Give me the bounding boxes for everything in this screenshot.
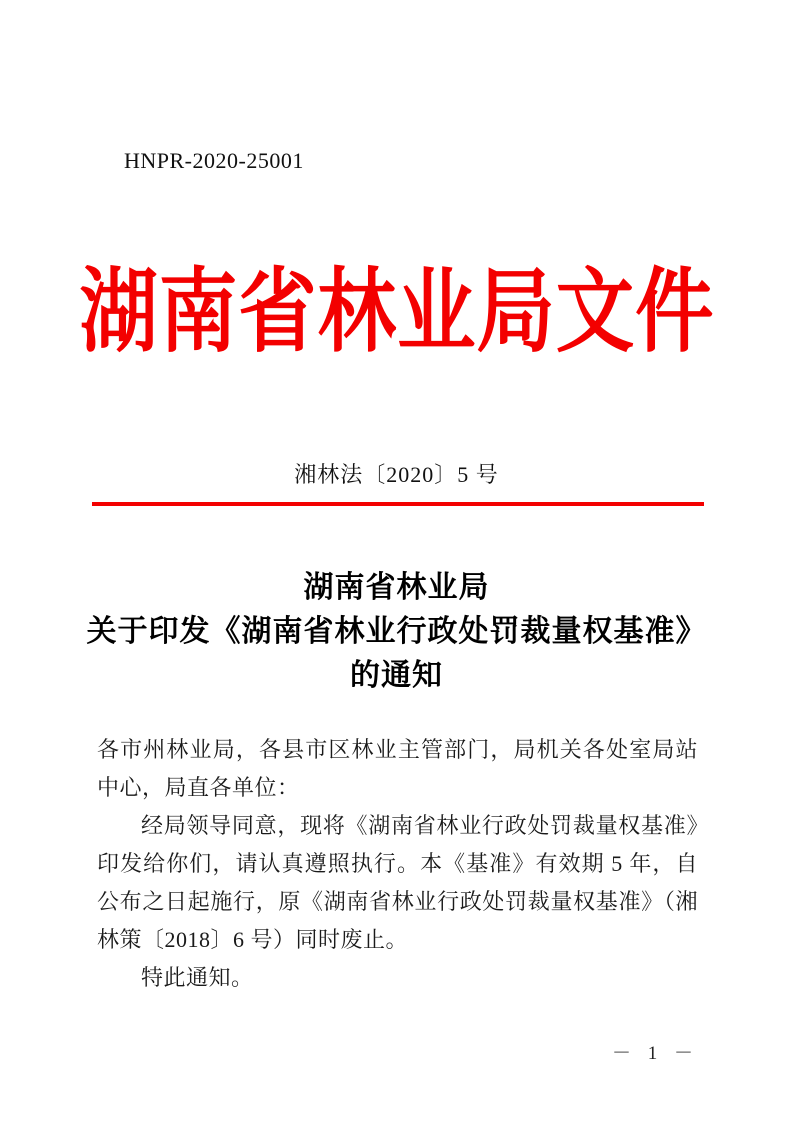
document-body [97, 731, 698, 997]
main-body-paragraph: 经局领导同意，现将《湖南省林业行政处罚裁量权基准》印发给你们，请认真遵照执行。本《基准》有效期 5 年，自公布之日起施行，原《湖南省林业行政处罚裁量权基准》（湘林策〔2018〕6 号）同时废止。 [97, 813, 698, 952]
closing-paragraph: 特此通知。 [141, 965, 254, 990]
notice-title-block [0, 566, 793, 698]
letterhead-title: 湖南省林业局文件 [78, 263, 715, 364]
letterhead-banner [0, 238, 793, 364]
red-divider-line [92, 502, 704, 506]
document-reference-code: HNPR-2020-25001 [124, 148, 304, 173]
notice-title-line-2: 关于印发《湖南省林业行政处罚裁量权基准》 [86, 615, 707, 648]
page-number: － 1 － [611, 1043, 699, 1064]
notice-title-line-1: 湖南省林业局 [303, 571, 490, 604]
notice-title-line-3: 的通知 [350, 659, 443, 692]
document-number: 湘林法〔2020〕5 号 [294, 462, 499, 487]
addressee-paragraph: 各市州林业局，各县市区林业主管部门，局机关各处室局站中心，局直各单位： [97, 737, 698, 800]
